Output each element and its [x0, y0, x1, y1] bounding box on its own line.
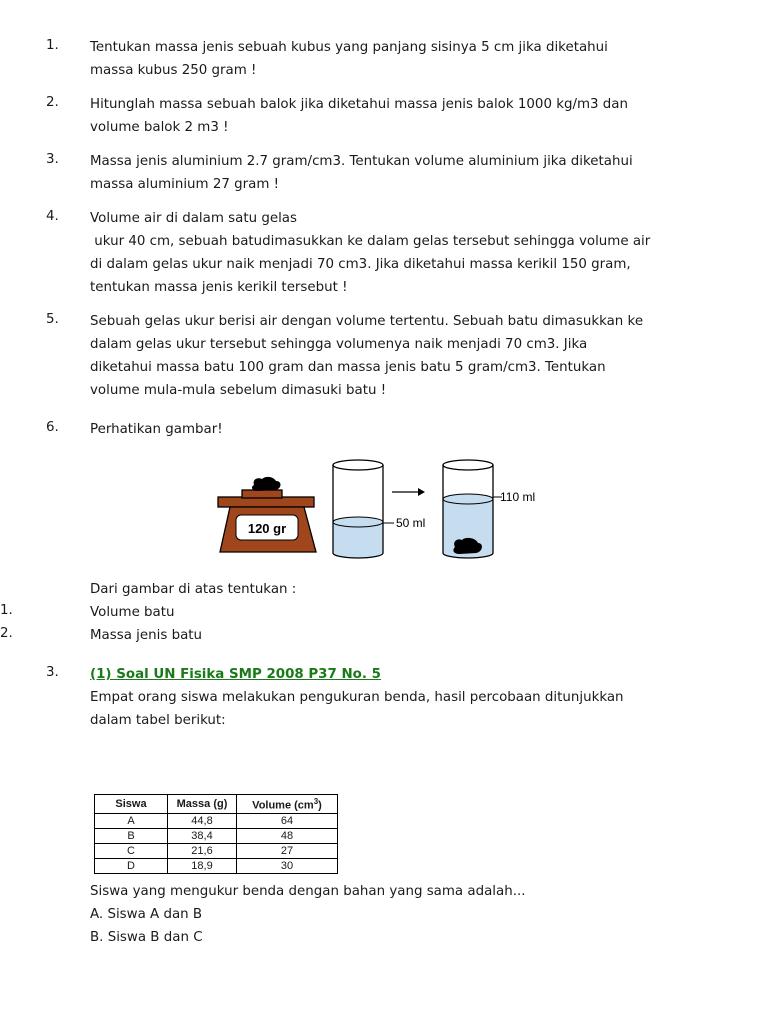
cylinder-rim-after [443, 460, 493, 470]
question-6-number: 6. [46, 420, 59, 435]
header-siswa: Siswa [95, 795, 168, 814]
sub-item-2-number: 2. [0, 626, 13, 641]
question-1-line: Tentukan massa jenis sebuah kubus yang panjang sisinya 5 cm jika diketahui [90, 40, 608, 55]
question-1-text [90, 36, 730, 82]
sub-item-2-text: Massa jenis batu [90, 628, 203, 643]
volume-label-after: 110 ml [500, 490, 536, 504]
table-row [95, 858, 338, 873]
header-volume: Volume $(cm^3)$ [237, 795, 338, 814]
question-5-line: diketahui massa batu 100 gram dan massa jenis batu 5 gram/cm3. Tentukan [90, 360, 606, 375]
cylinder-after [443, 460, 535, 558]
table-cell: 44,8 [168, 813, 237, 828]
table-header-row [95, 795, 338, 814]
question-5-line: Sebuah gelas ukur berisi air dengan volume tertentu. Sebuah batu dimasukkan ke [90, 314, 644, 329]
question-4-line: di dalam gelas ukur naik menjadi 70 cm3. Jika diketahui massa kerikil 150 gram, [90, 257, 631, 272]
table-cell: 30 [237, 858, 338, 873]
question-4-line: Volume air di dalam satu gelas [90, 211, 297, 226]
table-cell: B [95, 828, 168, 843]
question-1-line: massa kubus 250 gram ! [90, 63, 257, 78]
table-cell: 27 [237, 843, 338, 858]
answer-option: A. Siswa A dan B [90, 907, 203, 922]
question-un-number: 3. [46, 665, 59, 680]
question-5-number: 5. [46, 312, 59, 327]
question-3-line: Massa jenis aluminium 2.7 gram/cm3. Tentukan volume aluminium jika diketahui [90, 154, 633, 169]
question-2-text [90, 93, 730, 139]
question-3-text [90, 150, 730, 196]
table-cell: 38,4 [168, 828, 237, 843]
question-5-text [90, 310, 730, 402]
table-cell: A [95, 813, 168, 828]
table-cell: 48 [237, 828, 338, 843]
density-experiment-figure [212, 455, 552, 575]
question-2-line: volume balok 2 m3 ! [90, 120, 229, 135]
water-surface-before [333, 517, 383, 527]
question-4-text [90, 207, 730, 299]
question-source-link[interactable]: (1) Soal UN Fisika SMP 2008 P37 No. 5 [90, 667, 381, 682]
water-surface-after [443, 494, 493, 504]
volume-label-before: 50 ml [396, 516, 426, 530]
question-2-line: Hitunglah massa sebuah balok jika diketahui massa jenis balok 1000 kg/m3 dan [90, 97, 628, 112]
cylinder-rim-before [333, 460, 383, 470]
question-3-number: 3. [46, 152, 59, 167]
figure-question-intro: Dari gambar di atas tentukan : [90, 582, 297, 597]
table-row [95, 843, 338, 858]
question-un-text [90, 663, 730, 732]
table-cell: 64 [237, 813, 338, 828]
table-row [95, 828, 338, 843]
header-massa: Massa (g) [168, 795, 237, 814]
table-cell: D [95, 858, 168, 873]
scale-reading: 120 gr [247, 521, 287, 536]
cylinder-before [333, 460, 425, 558]
measurement-table [94, 794, 338, 874]
question-un-line: dalam tabel berikut: [90, 713, 226, 728]
weighing-scale [218, 477, 316, 552]
question-4-line: ukur 40 cm, sebuah batudimasukkan ke dalam gelas tersebut sehingga volume air [90, 234, 651, 249]
rock-on-scale [252, 477, 281, 491]
sub-item-1-number: 1. [0, 603, 13, 618]
question-4-line: tentukan massa jenis kerikil tersebut ! [90, 280, 348, 295]
answer-block [90, 880, 730, 949]
table-cell: C [95, 843, 168, 858]
question-6-text [90, 418, 730, 441]
scale-stem [242, 490, 282, 498]
arrow-icon [392, 488, 425, 496]
table-cell: 21,6 [168, 843, 237, 858]
answer-question: Siswa yang mengukur benda dengan bahan yang sama adalah... [90, 884, 526, 899]
question-1-number: 1. [46, 38, 59, 53]
question-5-line: dalam gelas ukur tersebut sehingga volumenya naik menjadi 70 cm3. Jika [90, 337, 588, 352]
question-5-line: volume mula-mula sebelum dimasuki batu ! [90, 383, 387, 398]
question-4-number: 4. [46, 209, 59, 224]
question-un-line: Empat orang siswa melakukan pengukuran benda, hasil percobaan ditunjukkan [90, 690, 624, 705]
table-cell: 18,9 [168, 858, 237, 873]
question-3-line: massa aluminium 27 gram ! [90, 177, 280, 192]
question-6-line: Perhatikan gambar! [90, 422, 223, 437]
table-row [95, 813, 338, 828]
answer-option: B. Siswa B dan C [90, 930, 203, 945]
sub-item-1-text: Volume batu [90, 605, 175, 620]
question-2-number: 2. [46, 95, 59, 110]
